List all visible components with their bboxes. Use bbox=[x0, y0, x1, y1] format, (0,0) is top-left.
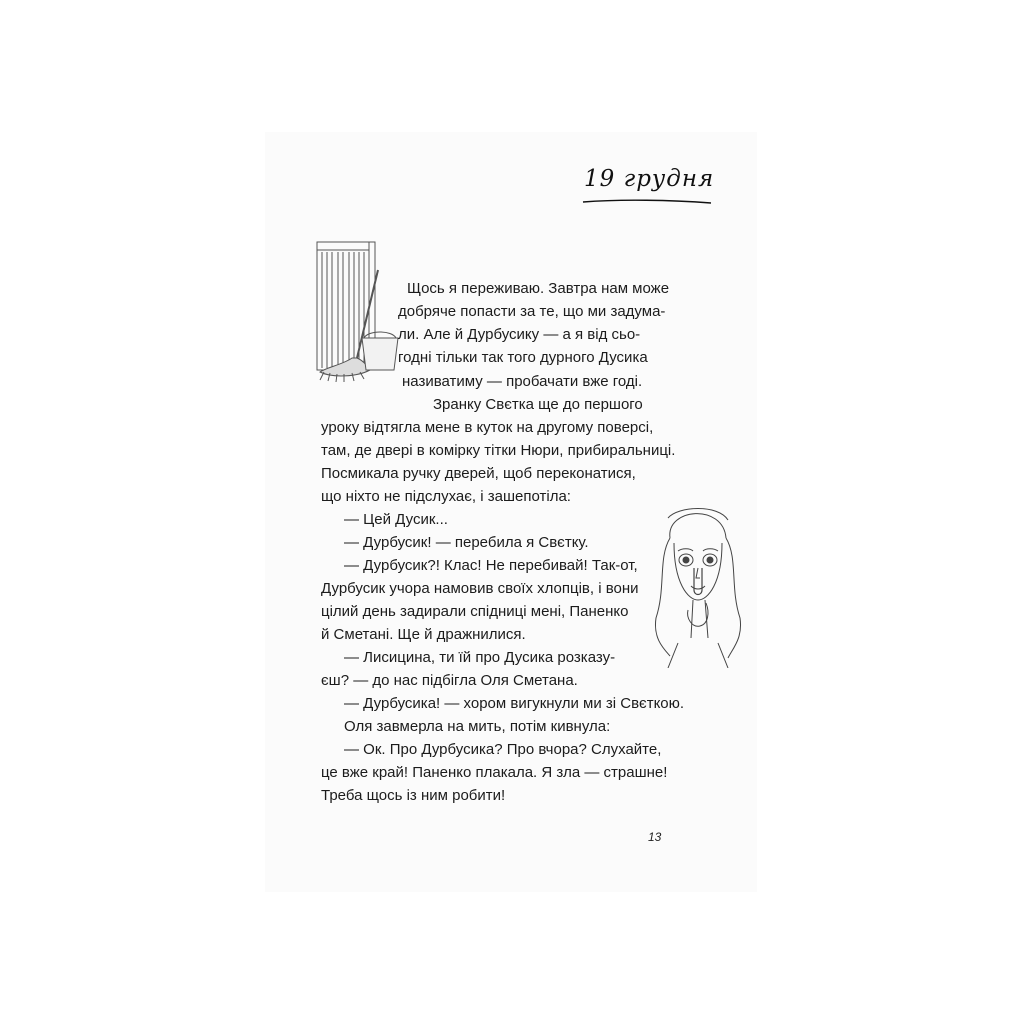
text-line: — Дурбусик! — перебила я Свєтку. bbox=[344, 534, 589, 551]
text-line: й Сметані. Ще й дражнилися. bbox=[321, 626, 526, 643]
text-line: — Ок. Про Дурбусика? Про вчора? Слухайте, bbox=[344, 741, 662, 758]
text-line: — Цей Дусик... bbox=[344, 511, 448, 528]
text-line: Посмикала ручку дверей, щоб переконатися, bbox=[321, 465, 636, 482]
page-number: 13 bbox=[648, 830, 662, 844]
date-heading: 19 грудня bbox=[584, 166, 715, 192]
text-line: це вже край! Паненко плакала. Я зла — страшне! bbox=[321, 764, 668, 781]
text-line: Зранку Свєтка ще до першого bbox=[433, 396, 643, 413]
text-line: — Лисицина, ти їй про Дусика розказу- bbox=[344, 649, 616, 666]
text-line: — Дурбусика! — хором вигукнули ми зі Свєткою. bbox=[344, 695, 685, 712]
girl-shush-illustration bbox=[648, 498, 748, 668]
text-line: там, де двері в комірку тітки Нюри, прибиральниці. bbox=[321, 442, 676, 459]
text-line: ли. Але й Дурбусику — а я від сьо- bbox=[398, 326, 641, 343]
door-mop-bucket-illustration bbox=[312, 240, 404, 385]
text-line: уроку відтягла мене в куток на другому поверсі, bbox=[321, 419, 654, 436]
date-underline bbox=[581, 196, 713, 208]
text-line: Дурбусик учора намовив своїх хлопців, і вони bbox=[321, 580, 639, 597]
text-line: Оля завмерла на мить, потім кивнула: bbox=[344, 718, 611, 735]
text-line: добряче попасти за те, що ми задума- bbox=[398, 303, 666, 320]
text-line: єш? — до нас підбігла Оля Сметана. bbox=[321, 672, 578, 689]
text-line: цілий день задирали спідниці мені, Паненко bbox=[321, 603, 629, 620]
text-line: називатиму — пробачати вже годі. bbox=[402, 373, 643, 390]
text-line: годні тільки так того дурного Дусика bbox=[398, 349, 648, 366]
text-line: що ніхто не підслухає, і зашепотіла: bbox=[321, 488, 571, 505]
text-line: — Дурбусик?! Клас! Не перебивай! Так-от, bbox=[344, 557, 638, 574]
text-line: Щось я переживаю. Завтра нам може bbox=[407, 280, 670, 297]
text-line: Треба щось із ним робити! bbox=[321, 787, 506, 804]
